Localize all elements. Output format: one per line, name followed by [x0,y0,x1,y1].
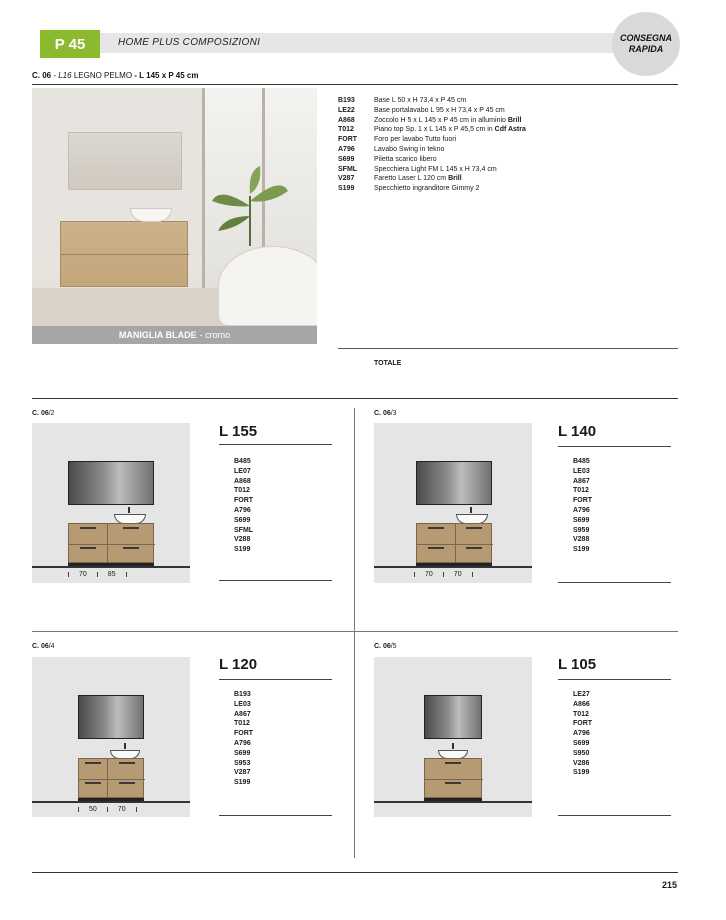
component-code: V288 [234,536,251,544]
item-description-bold: Brill [507,116,522,124]
handle-drawing [466,547,482,549]
composition-code-list [234,690,253,788]
photo-mirror [68,132,182,190]
dimension-value: 70 [425,571,433,578]
item-description [374,125,526,135]
component-code: T012 [234,720,250,728]
composition-drawing [32,423,190,583]
handle-drawing [428,527,444,529]
component-code: S199 [234,779,251,787]
dimension-row [404,571,483,578]
photo-cabinet-split [61,254,189,255]
component-code: LE27 [573,691,590,698]
size-rule-bottom [558,815,671,816]
dimension-value: 70 [79,571,87,578]
composition-suffix: /3 [390,410,397,417]
size-rule [558,679,671,680]
mirror-drawing [68,461,154,505]
handle-drawing [80,527,96,529]
mirror-drawing [78,695,144,739]
item-description-text: Piano top Sp. 1 x L 145 x P 45,5 cm in [374,126,495,134]
page-number: 215 [662,880,678,890]
component-code: FORT [234,497,254,505]
dimension-row [68,806,147,813]
item-row [338,135,526,145]
component-code: FORT [234,730,254,738]
item-row [338,125,526,135]
size-rule [558,446,671,447]
cabinet-drawing [68,523,154,563]
item-code: FORT [338,136,358,144]
main-comp-finish: LEGNO PELMO [71,71,135,80]
item-row [338,155,526,165]
item-description [374,155,437,165]
page-badge: P 45 [40,30,100,58]
item-row [338,96,526,106]
item-row [338,165,526,175]
composition-suffix: /4 [48,643,55,650]
cabinet-drawing [78,758,144,798]
component-code: LE03 [573,467,590,475]
dim-tick [126,572,127,577]
composition-size: L 140 [558,423,597,440]
consegna-rapida-badge [612,12,680,76]
item-description-text: Base portalavabo L 95 x H 73,4 x P 45 cm [374,106,505,114]
consegna-line2: RAPIDA [628,44,664,54]
size-rule [219,444,332,445]
mirror-drawing [424,695,482,739]
size-rule-bottom [558,582,671,583]
composition-drawing [374,657,532,817]
cabinet-divider [79,779,145,780]
composition-label [374,643,397,650]
item-row [338,174,526,184]
item-code: A868 [338,116,355,124]
component-code: A796 [573,506,590,514]
main-comp-dims: - L 145 x P 45 cm [134,71,199,80]
mirror-drawing [416,461,492,505]
item-row [338,145,526,155]
composition-code: C. 06 [374,410,391,417]
item-description [374,135,456,145]
cabinet-divider [69,544,155,545]
composition-drawing [374,423,532,583]
item-code: LE22 [338,106,355,114]
main-composition-item-list [338,96,526,194]
item-description [374,165,497,175]
handle-drawing [119,762,135,764]
consegna-line1: CONSEGNA [619,33,672,43]
cabinet-drawing [424,758,482,798]
dim-tick [443,572,444,577]
handle-drawing [445,782,461,784]
component-code: S950 [573,749,590,757]
handle-name: MANIGLIA BLADE [118,330,197,340]
composition-code: C. 06 [374,643,391,650]
item-description-text: Lavabo Swing in tekno [374,145,445,153]
floor-line [374,566,532,568]
composition-code-list [573,457,592,555]
dimension-row [58,571,137,578]
footer-rule [32,872,678,873]
header-rule [32,84,678,85]
cabinet-drawing [416,523,492,563]
item-code: A796 [338,145,355,153]
composition-label [374,410,397,417]
component-code: SFML [234,526,254,534]
composition-code-list [573,690,592,778]
item-code: B193 [338,97,355,104]
total-label: TOTALE [374,360,402,367]
item-description-text: Piletta scarico libero [374,155,437,163]
component-code: B193 [234,691,251,698]
floor-line [32,801,190,803]
dim-tick [97,572,98,577]
component-code: A866 [573,700,590,708]
dim-tick [78,807,79,812]
main-comp-finish-code: L16 [58,71,72,80]
item-description-bold: Cdf Astra [494,126,526,134]
component-code: S699 [234,749,251,757]
composition-code: C. 06 [32,643,49,650]
item-code: V287 [338,175,355,183]
dimension-value: 70 [117,806,126,813]
item-row [338,116,526,126]
handle-drawing [80,547,96,549]
item-description-text: Specchietto ingranditore Gimmy 2 [374,185,480,193]
component-code: S199 [573,769,590,777]
item-description-text: Zoccolo H 5 x L 145 x P 45 cm in alluminio [374,116,508,124]
item-code: T012 [338,126,354,134]
composition-code-list [234,457,253,555]
composition-suffix: /5 [390,643,397,650]
tap-drawing [128,507,130,513]
component-code: V286 [573,759,590,767]
composition-drawing [32,657,190,817]
handle-caption [32,326,317,344]
item-code: S699 [338,155,355,163]
composition-label [32,410,55,417]
section-rule [32,398,678,399]
item-description [374,145,444,155]
handle-drawing [123,527,139,529]
component-code: A867 [573,477,590,485]
handle-drawing [466,527,482,529]
composition-size: L 155 [219,423,258,440]
component-code: A868 [234,477,251,485]
dimension-value: 50 [89,806,97,813]
item-code: SFML [338,165,358,173]
main-comp-code: C. 06 [32,71,52,80]
tap-drawing [124,743,126,749]
item-row [338,184,526,194]
component-code: S199 [234,546,251,554]
cabinet-divider [417,544,493,545]
component-code: V287 [234,769,251,777]
item-description-text: Specchiera Light FM L 145 x H 73,4 cm [374,165,497,173]
handle-drawing [123,547,139,549]
vertical-divider [354,408,355,858]
dim-tick [472,572,473,577]
composition-label [32,643,55,650]
item-description-text: Faretto Laser L 120 cm [374,175,449,183]
horizontal-divider [32,631,678,632]
item-description [374,96,466,106]
cabinet-divider [425,779,483,780]
dimension-value: 70 [453,571,462,578]
size-rule-bottom [219,815,332,816]
component-code: V288 [573,536,590,544]
size-rule [219,679,332,680]
handle-finish: - cromo [199,330,231,340]
photo-bathtub [218,246,317,326]
item-code: S199 [338,185,355,193]
component-code: T012 [234,487,250,495]
total-rule [338,348,678,349]
plant-icon [210,166,290,246]
item-description-text: Foro per lavabo Tutto fuori [374,136,457,144]
composition-suffix: /2 [48,410,55,417]
item-description-text: Base L 50 x H 73,4 x P 45 cm [374,97,467,104]
item-description [374,106,505,116]
component-code: LE03 [234,700,251,708]
component-code: FORT [573,497,593,505]
dim-tick [68,572,69,577]
component-code: T012 [573,710,589,718]
size-rule-bottom [219,580,332,581]
component-code: S959 [573,526,590,534]
tap-drawing [470,507,472,513]
item-row [338,106,526,116]
item-description [374,184,479,194]
component-code: LE07 [234,467,251,475]
component-code: B485 [234,458,251,465]
component-code: S699 [234,516,251,524]
handle-drawing [445,762,461,764]
component-code: S699 [573,516,590,524]
handle-drawing [119,782,135,784]
header-title: HOME PLUS COMPOSIZIONI [118,37,261,48]
main-composition-label [32,71,198,80]
item-description [374,116,521,126]
bathroom-photo [32,88,317,326]
dim-tick [414,572,415,577]
component-code: A796 [573,730,590,738]
composition-size: L 120 [219,656,258,673]
handle-drawing [85,782,101,784]
component-code: S699 [573,739,590,747]
component-code: A867 [234,710,251,718]
component-code: B485 [573,458,590,465]
component-code: FORT [573,720,593,728]
component-code: A796 [234,506,251,514]
floor-line [32,566,190,568]
dim-tick [136,807,137,812]
composition-code: C. 06 [32,410,49,417]
composition-size: L 105 [558,656,597,673]
dimension-value: 85 [107,571,116,578]
dim-tick [107,807,108,812]
photo-cabinet [60,221,188,287]
main-comp-sep: - [51,71,59,80]
handle-drawing [428,547,444,549]
component-code: A796 [234,739,251,747]
component-code: S953 [234,759,251,767]
item-description [374,174,462,184]
component-code: T012 [573,487,589,495]
floor-line [374,801,532,803]
component-code: S199 [573,546,590,554]
handle-drawing [85,762,101,764]
tap-drawing [452,743,454,749]
item-description-bold: Brill [448,175,462,183]
